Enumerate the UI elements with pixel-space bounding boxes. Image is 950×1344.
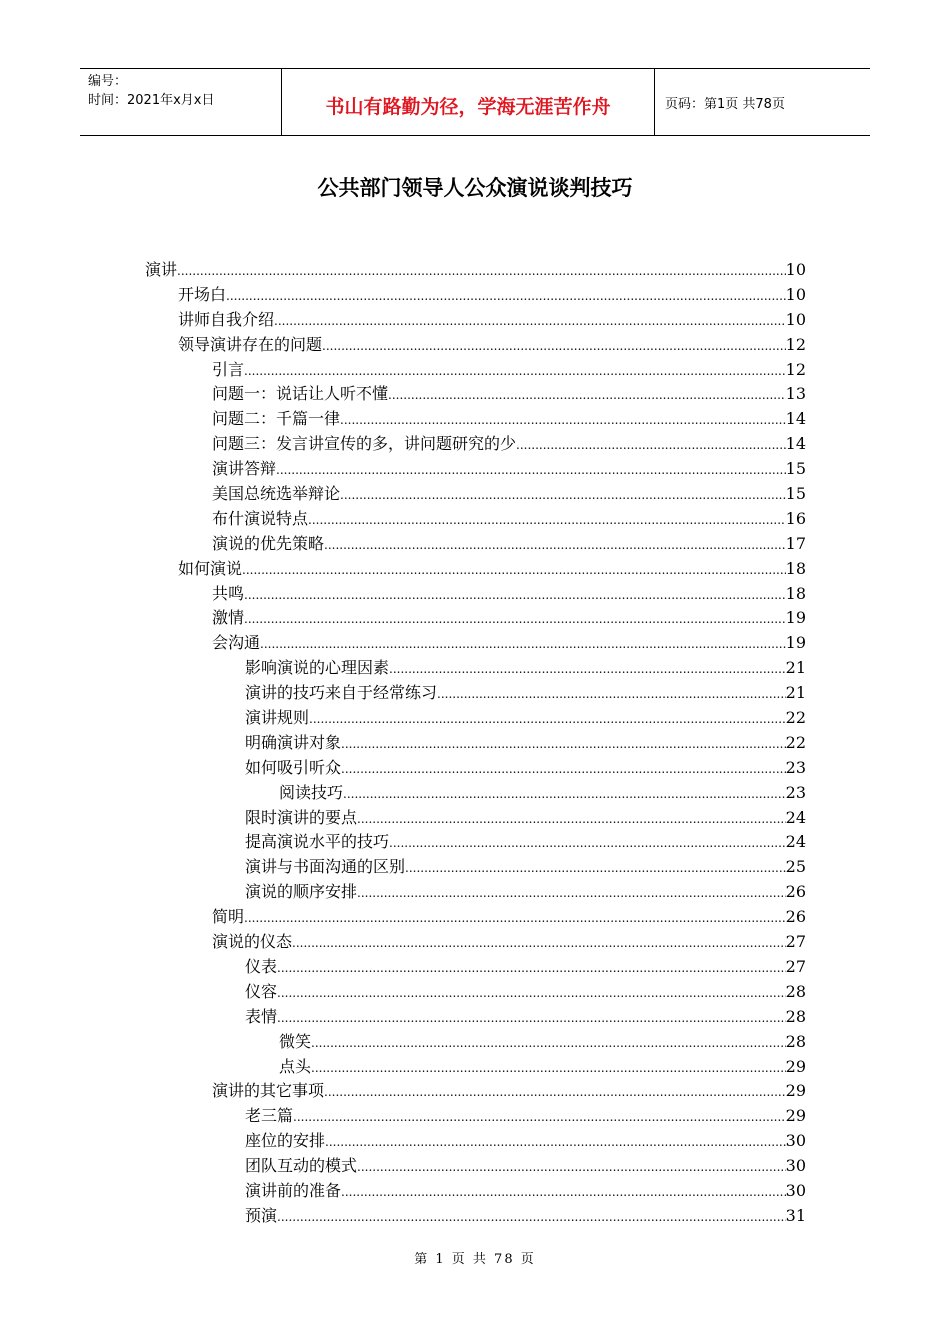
toc-entry-label: 问题二：千篇一律 bbox=[212, 409, 341, 429]
toc-leader-dots bbox=[389, 657, 786, 682]
toc-entry-label: 提高演说水平的技巧 bbox=[245, 832, 390, 852]
toc-entry-label: 共鸣 bbox=[212, 583, 245, 603]
toc-leader-dots bbox=[357, 881, 786, 906]
toc-entry[interactable] bbox=[145, 532, 806, 557]
toc-entry[interactable] bbox=[145, 880, 806, 905]
toc-entry-label: 演讲的技巧来自于经常练习 bbox=[245, 683, 438, 703]
toc-leader-dots bbox=[226, 284, 786, 309]
toc-entry-label: 演讲规则 bbox=[245, 708, 310, 728]
toc-entry-page: 24 bbox=[785, 807, 806, 827]
toc-entry-label: 演讲 bbox=[145, 260, 178, 279]
toc-entry[interactable] bbox=[145, 1030, 806, 1055]
header-meta bbox=[80, 69, 282, 135]
toc-leader-dots bbox=[309, 707, 786, 732]
toc-entry-page: 23 bbox=[785, 757, 806, 777]
toc-entry-label: 开场白 bbox=[178, 284, 227, 304]
toc-entry[interactable] bbox=[145, 407, 806, 432]
toc-entry-label: 演说的顺序安排 bbox=[245, 882, 358, 902]
toc-entry-page: 10 bbox=[785, 260, 806, 279]
toc-entry-page: 18 bbox=[785, 558, 806, 578]
toc-entry-label: 限时演讲的要点 bbox=[245, 807, 358, 827]
toc-leader-dots bbox=[177, 259, 786, 284]
toc-entry-page: 14 bbox=[785, 434, 806, 454]
toc-leader-dots bbox=[357, 807, 786, 832]
toc-entry-page: 19 bbox=[785, 633, 806, 653]
toc-entry-label: 美国总统选举辩论 bbox=[212, 484, 341, 504]
toc-entry-page: 29 bbox=[785, 1056, 806, 1076]
toc-entry-label: 预演 bbox=[245, 1205, 278, 1225]
toc-leader-dots bbox=[405, 856, 786, 881]
toc-entry-page: 31 bbox=[785, 1205, 806, 1225]
toc-entry[interactable] bbox=[145, 706, 806, 731]
toc-leader-dots bbox=[244, 607, 786, 632]
toc-entry[interactable] bbox=[145, 1129, 806, 1154]
toc-entry[interactable] bbox=[145, 1154, 806, 1179]
toc-leader-dots bbox=[244, 359, 786, 384]
toc-entry[interactable] bbox=[145, 507, 806, 532]
toc-leader-dots bbox=[389, 831, 786, 856]
toc-leader-dots bbox=[324, 1080, 786, 1105]
toc-entry[interactable] bbox=[145, 905, 806, 930]
toc-entry-label: 点头 bbox=[279, 1056, 312, 1076]
toc-entry[interactable] bbox=[145, 582, 806, 607]
toc-entry[interactable] bbox=[145, 731, 806, 756]
toc-entry-label: 仪容 bbox=[245, 981, 278, 1001]
toc-entry-label: 布什演说特点 bbox=[212, 508, 309, 528]
toc-entry[interactable] bbox=[145, 1055, 806, 1080]
toc-entry-label: 座位的安排 bbox=[245, 1131, 326, 1151]
toc-entry[interactable] bbox=[145, 955, 806, 980]
toc-entry-page: 21 bbox=[785, 658, 806, 678]
toc-leader-dots bbox=[277, 956, 786, 981]
header-motto: 书山有路勤为径，学海无涯苦作舟 bbox=[282, 69, 655, 135]
toc-entry-page: 27 bbox=[785, 932, 806, 952]
toc-entry[interactable] bbox=[145, 781, 806, 806]
toc-entry-label: 明确演讲对象 bbox=[245, 732, 342, 752]
toc-entry-page: 13 bbox=[785, 384, 806, 404]
toc-entry[interactable] bbox=[145, 1204, 806, 1229]
toc-entry-label: 演讲的其它事项 bbox=[212, 1081, 325, 1101]
page-header bbox=[80, 68, 870, 136]
toc-entry[interactable] bbox=[145, 681, 806, 706]
toc-entry-label: 演讲答辩 bbox=[212, 459, 277, 479]
toc-entry-page: 17 bbox=[785, 533, 806, 553]
toc-entry-label: 问题三：发言讲宣传的多，讲问题研究的少 bbox=[212, 434, 517, 454]
toc-entry-label: 演说的优先策略 bbox=[212, 533, 325, 553]
toc-entry[interactable] bbox=[145, 283, 806, 308]
toc-entry-page: 28 bbox=[785, 1031, 806, 1051]
toc-entry-label: 阅读技巧 bbox=[279, 782, 344, 802]
document-time-label: 时间：2021年x月x日 bbox=[88, 93, 215, 108]
toc-entry-page: 23 bbox=[785, 782, 806, 802]
toc-leader-dots bbox=[277, 981, 786, 1006]
toc-entry-page: 30 bbox=[785, 1131, 806, 1151]
document-title: 公共部门领导人公众演说谈判技巧 bbox=[317, 176, 633, 200]
toc-entry-page: 16 bbox=[785, 508, 806, 528]
toc-entry-label: 问题一：说话让人听不懂 bbox=[212, 384, 389, 404]
toc-entry-page: 25 bbox=[785, 857, 806, 877]
toc-entry-page: 10 bbox=[785, 309, 806, 329]
toc-leader-dots bbox=[277, 1205, 786, 1230]
toc-leader-dots bbox=[340, 408, 786, 433]
toc-leader-dots bbox=[274, 309, 786, 334]
toc-leader-dots bbox=[311, 1056, 786, 1081]
toc-entry-page: 12 bbox=[785, 359, 806, 379]
toc-entry-page: 28 bbox=[785, 1006, 806, 1026]
toc-entry-label: 引言 bbox=[212, 359, 245, 379]
toc-entry-page: 27 bbox=[785, 956, 806, 976]
toc-entry-page: 12 bbox=[785, 334, 806, 354]
toc-entry-label: 影响演说的心理因素 bbox=[245, 658, 390, 678]
toc-entry[interactable] bbox=[145, 855, 806, 880]
toc-entry[interactable] bbox=[145, 1005, 806, 1030]
toc-leader-dots bbox=[341, 1180, 786, 1205]
toc-entry[interactable] bbox=[145, 606, 806, 631]
toc-entry-page: 14 bbox=[785, 409, 806, 429]
page-footer: 第 1 页 共 78 页 bbox=[414, 1252, 536, 1267]
toc-entry[interactable] bbox=[145, 806, 806, 831]
toc-entry[interactable] bbox=[145, 1179, 806, 1204]
toc-entry-page: 10 bbox=[785, 284, 806, 304]
document-number-label: 编号： bbox=[88, 74, 128, 89]
toc-entry-label: 激情 bbox=[212, 608, 245, 628]
toc-entry[interactable] bbox=[145, 1104, 806, 1129]
toc-leader-dots bbox=[308, 508, 786, 533]
toc-entry-label: 领导演讲存在的问题 bbox=[178, 334, 323, 354]
toc-entry[interactable] bbox=[145, 1079, 806, 1104]
toc-entry-page: 29 bbox=[785, 1081, 806, 1101]
toc-entry-label: 演说的仪态 bbox=[212, 932, 293, 952]
toc-entry[interactable] bbox=[145, 258, 806, 283]
toc-entry-label: 会沟通 bbox=[212, 633, 261, 653]
toc-leader-dots bbox=[277, 1006, 786, 1031]
toc-entry-label: 团队互动的模式 bbox=[245, 1156, 358, 1176]
toc-leader-dots bbox=[343, 782, 786, 807]
toc-entry[interactable] bbox=[145, 432, 806, 457]
toc-entry-label: 老三篇 bbox=[245, 1106, 294, 1126]
toc-entry[interactable] bbox=[145, 631, 806, 656]
toc-leader-dots bbox=[325, 1130, 786, 1155]
toc-entry-page: 30 bbox=[785, 1156, 806, 1176]
toc-leader-dots bbox=[244, 906, 786, 931]
toc-leader-dots bbox=[244, 583, 786, 608]
header-page-info: 页码：第1页 共78页 bbox=[665, 96, 785, 112]
toc-entry-page: 26 bbox=[785, 882, 806, 902]
toc-entry-label: 仪表 bbox=[245, 956, 278, 976]
toc-entry[interactable] bbox=[145, 457, 806, 482]
toc-leader-dots bbox=[341, 732, 786, 757]
toc-entry-label: 简明 bbox=[212, 907, 245, 927]
toc-leader-dots bbox=[322, 334, 786, 359]
toc-leader-dots bbox=[324, 533, 786, 558]
toc-entry-page: 26 bbox=[785, 907, 806, 927]
toc-entry-label: 如何吸引听众 bbox=[245, 757, 342, 777]
table-of-contents bbox=[145, 258, 806, 1229]
toc-entry-page: 24 bbox=[785, 832, 806, 852]
toc-entry[interactable] bbox=[145, 930, 806, 955]
toc-entry[interactable] bbox=[145, 333, 806, 358]
toc-entry-label: 演讲前的准备 bbox=[245, 1180, 342, 1200]
toc-entry-page: 29 bbox=[785, 1106, 806, 1126]
toc-entry[interactable] bbox=[145, 756, 806, 781]
toc-entry-page: 18 bbox=[785, 583, 806, 603]
toc-entry[interactable] bbox=[145, 830, 806, 855]
toc-entry-page: 28 bbox=[785, 981, 806, 1001]
toc-entry[interactable] bbox=[145, 656, 806, 681]
toc-entry-label: 表情 bbox=[245, 1006, 278, 1026]
toc-leader-dots bbox=[260, 632, 786, 657]
toc-entry[interactable] bbox=[145, 980, 806, 1005]
toc-entry[interactable] bbox=[145, 557, 806, 582]
toc-leader-dots bbox=[292, 931, 786, 956]
toc-entry-label: 微笑 bbox=[279, 1031, 312, 1051]
toc-leader-dots bbox=[388, 383, 786, 408]
toc-leader-dots bbox=[276, 458, 786, 483]
toc-entry-label: 讲师自我介绍 bbox=[178, 309, 275, 329]
toc-leader-dots bbox=[341, 757, 786, 782]
toc-entry[interactable] bbox=[145, 382, 806, 407]
toc-leader-dots bbox=[293, 1105, 786, 1130]
toc-entry-page: 30 bbox=[785, 1180, 806, 1200]
toc-entry-page: 22 bbox=[785, 708, 806, 728]
toc-leader-dots bbox=[357, 1155, 786, 1180]
toc-entry-page: 15 bbox=[785, 484, 806, 504]
toc-entry-label: 如何演说 bbox=[178, 558, 243, 578]
toc-leader-dots bbox=[242, 558, 786, 583]
toc-leader-dots bbox=[437, 682, 786, 707]
toc-entry-page: 15 bbox=[785, 459, 806, 479]
toc-leader-dots bbox=[340, 483, 786, 508]
toc-entry-page: 21 bbox=[785, 683, 806, 703]
toc-entry[interactable] bbox=[145, 358, 806, 383]
toc-entry-page: 19 bbox=[785, 608, 806, 628]
toc-entry-label: 演讲与书面沟通的区别 bbox=[245, 857, 406, 877]
toc-entry[interactable] bbox=[145, 482, 806, 507]
toc-leader-dots bbox=[516, 433, 786, 458]
toc-entry[interactable] bbox=[145, 308, 806, 333]
toc-entry-page: 22 bbox=[785, 732, 806, 752]
toc-leader-dots bbox=[311, 1031, 786, 1056]
